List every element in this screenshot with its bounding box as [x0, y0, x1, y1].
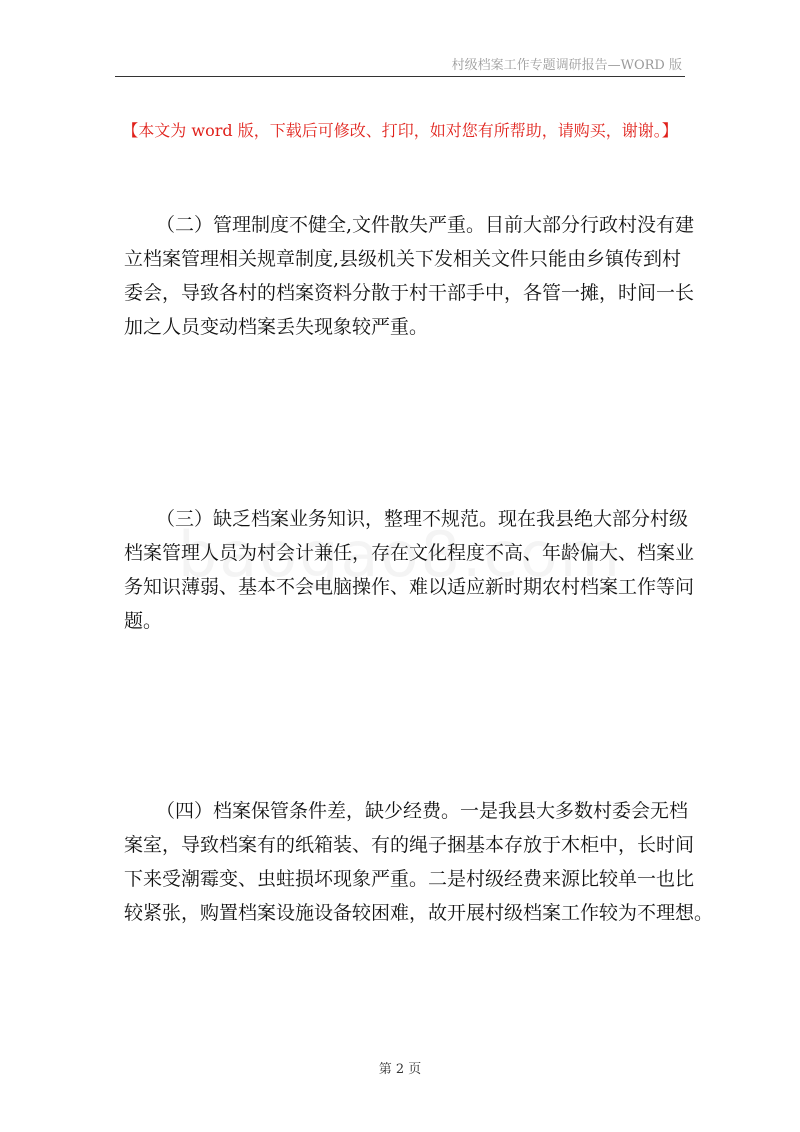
paragraph-line: （三）缺乏档案业务知识，整理不规范。现在我县绝大部分村级: [156, 508, 689, 530]
paragraph-line: 委会，导致各村的档案资料分散于村干部手中，各管一摊，时间一长: [124, 282, 695, 304]
paragraph-line: 案室，导致档案有的纸箱装、有的绳子捆基本存放于木柜中，长时间: [124, 834, 695, 856]
paragraph-storage-conditions: [124, 794, 714, 930]
paragraph-line: （二）管理制度不健全,文件散失严重。目前大部分行政村没有建: [156, 214, 695, 236]
paragraph-line: 较紧张，购置档案设施设备较困难，故开展村级档案工作较为不理想。: [124, 902, 714, 924]
purchase-notice: 【本文为 word 版，下载后可修改、打印，如对您有所帮助，请购买，谢谢。】: [122, 121, 678, 140]
paragraph-line: 档案管理人员为村会计兼任，存在文化程度不高、年龄偏大、档案业: [124, 542, 695, 564]
paragraph-line: 下来受潮霉变、虫蛀损坏现象严重。二是村级经费来源比较单一也比: [124, 868, 695, 890]
paragraph-line: 务知识薄弱、基本不会电脑操作、难以适应新时期农村档案工作等问: [124, 576, 695, 598]
paragraph-line: （四）档案保管条件差，缺少经费。一是我县大多数村委会无档: [156, 800, 689, 822]
header-divider: [115, 76, 685, 77]
paragraph-line: 立档案管理相关规章制度,县级机关下发相关文件只能由乡镇传到村: [124, 248, 682, 270]
paragraph-management-system: [124, 208, 695, 344]
paragraph-line: 题。: [124, 610, 163, 632]
page-number: 第 2 页: [378, 1062, 422, 1077]
paragraph-business-knowledge: [124, 502, 695, 638]
header-title: 村级档案工作专题调研报告—WORD 版: [451, 58, 682, 73]
paragraph-line: 加之人员变动档案丢失现象较严重。: [124, 316, 429, 338]
